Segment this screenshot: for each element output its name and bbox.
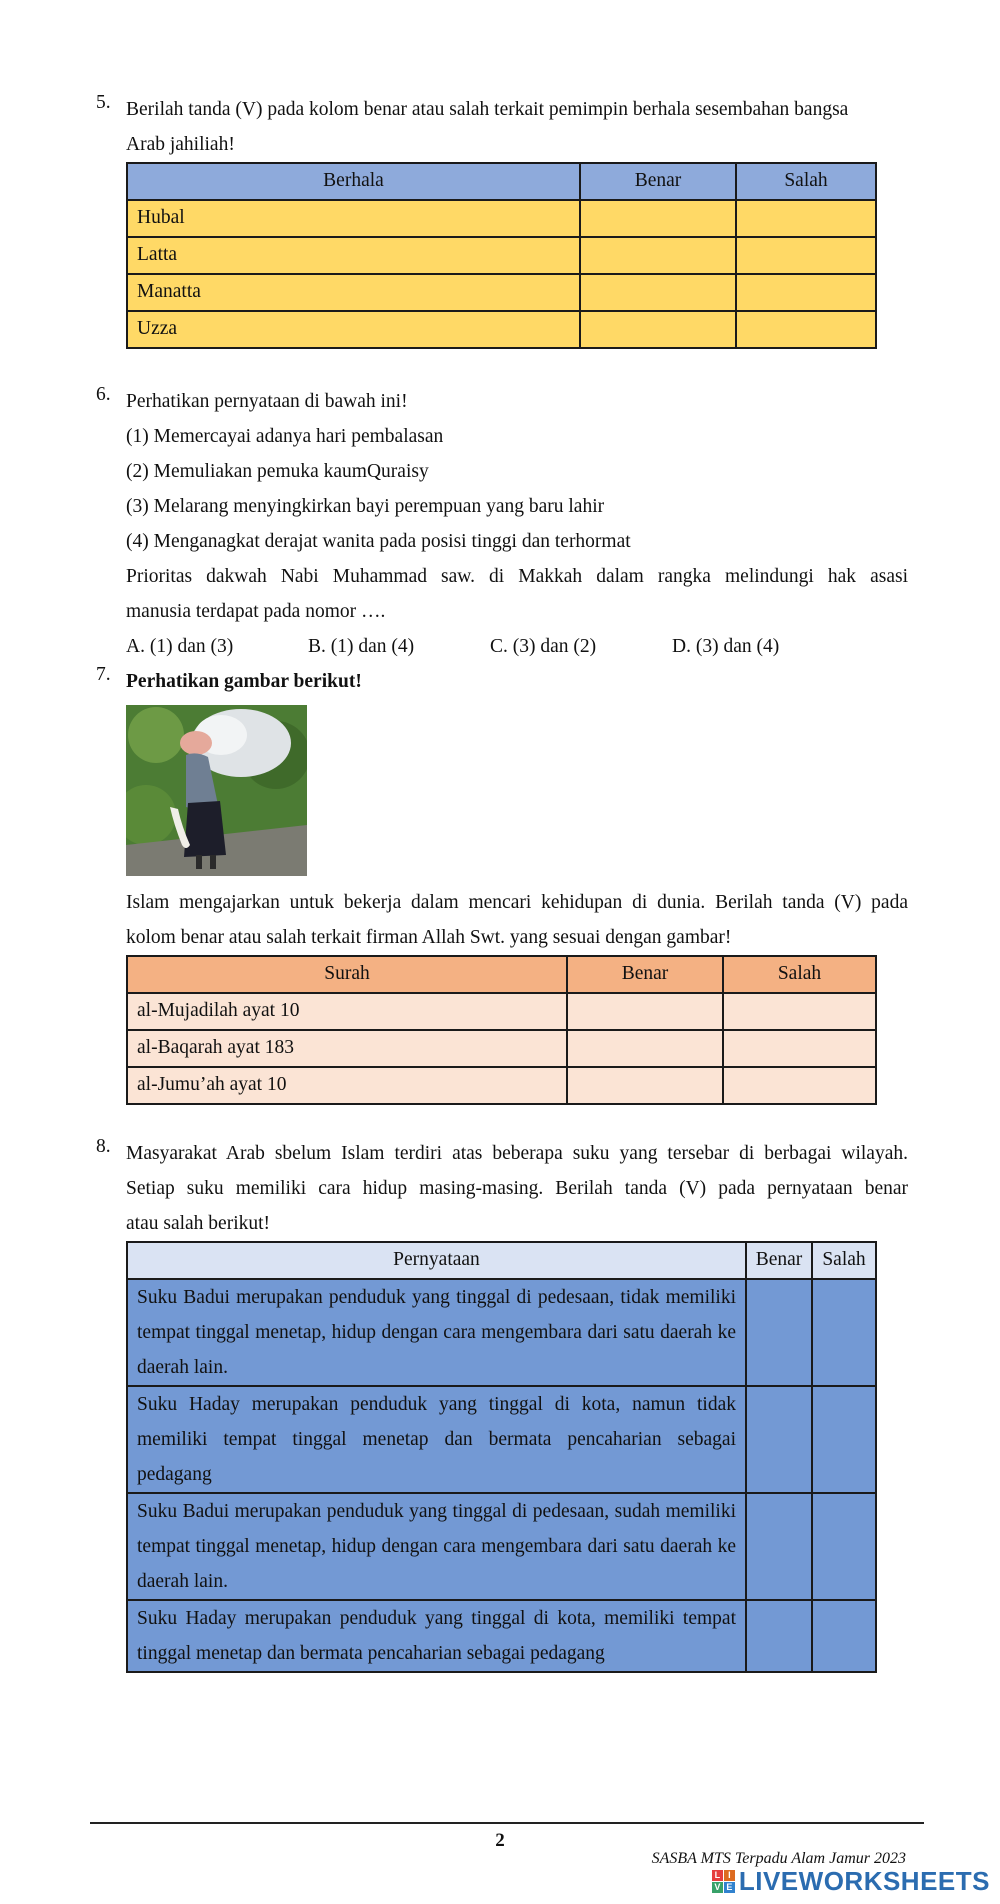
brand-name: LIVEWORKSHEETS xyxy=(738,1866,990,1896)
statement-cell: Suku Badui merupakan penduduk yang tinggal di pedesaan, sudah memiliki tempat tinggal menetap, hidup dengan cara mengembara dari satu daerah ke daerah lain. xyxy=(127,1493,746,1600)
berhala-table xyxy=(126,162,877,349)
table-row xyxy=(127,1600,876,1672)
row-label: Latta xyxy=(127,237,580,274)
statement-item: (3) Melarang menyingkirkan bayi perempuan yang baru lahir xyxy=(126,496,605,517)
header-surah: Surah xyxy=(127,956,567,993)
question-text: Berilah tanda (V) pada kolom benar atau salah terkait pemimpin berhala sesembahan bangsa xyxy=(126,99,849,120)
question-number: 8. xyxy=(96,1136,111,1157)
liveworksheets-logo[interactable] xyxy=(712,1866,990,1897)
benar-cell[interactable] xyxy=(567,1030,723,1067)
logo-letter: V xyxy=(712,1882,723,1893)
header-salah: Salah xyxy=(736,163,876,200)
header-salah: Salah xyxy=(812,1242,876,1279)
question-title: Perhatikan gambar berikut! xyxy=(126,671,362,692)
question-text: atau salah berikut! xyxy=(126,1213,271,1234)
logo-letter: E xyxy=(724,1882,735,1893)
table-row xyxy=(127,1030,876,1067)
table-row xyxy=(127,311,876,348)
header-berhala: Berhala xyxy=(127,163,580,200)
benar-cell[interactable] xyxy=(580,237,736,274)
question-text: Islam mengajarkan untuk bekerja dalam mencari kehidupan di dunia. Berilah tanda (V) pada xyxy=(126,892,908,913)
benar-cell[interactable] xyxy=(580,311,736,348)
header-pernyataan: Pernyataan xyxy=(127,1242,746,1279)
question-text: kolom benar atau salah terkait firman Allah Swt. yang sesuai dengan gambar! xyxy=(126,927,732,948)
surah-table xyxy=(126,955,877,1105)
header-benar: Benar xyxy=(746,1242,812,1279)
logo-letter: I xyxy=(724,1870,735,1881)
question-6 xyxy=(96,384,908,664)
salah-cell[interactable] xyxy=(736,311,876,348)
option-b[interactable]: B. (1) dan (4) xyxy=(308,636,415,657)
row-label: al-Jumu’ah ayat 10 xyxy=(127,1067,567,1104)
table-header-row xyxy=(127,1242,876,1279)
footer-credit: SASBA MTS Terpadu Alam Jamur 2023 xyxy=(651,1850,906,1867)
logo-letter: L xyxy=(712,1870,723,1881)
benar-cell[interactable] xyxy=(567,1067,723,1104)
table-row xyxy=(127,1493,876,1600)
question-5 xyxy=(96,92,908,349)
table-row xyxy=(127,1279,876,1386)
salah-cell[interactable] xyxy=(736,274,876,311)
benar-cell[interactable] xyxy=(580,200,736,237)
header-salah: Salah xyxy=(723,956,876,993)
statement-cell: Suku Badui merupakan penduduk yang tinggal di pedesaan, tidak memiliki tempat tinggal menetap, hidup dengan cara mengembara dari satu daerah ke daerah lain. xyxy=(127,1279,746,1386)
table-header-row xyxy=(127,163,876,200)
benar-cell[interactable] xyxy=(580,274,736,311)
option-c[interactable]: C. (3) dan (2) xyxy=(490,636,597,657)
benar-cell[interactable] xyxy=(746,1386,812,1493)
question-7 xyxy=(96,664,908,1105)
row-label: al-Baqarah ayat 183 xyxy=(127,1030,567,1067)
question-8 xyxy=(96,1136,908,1673)
table-header-row xyxy=(127,956,876,993)
answer-options xyxy=(126,629,908,664)
question-text: Prioritas dakwah Nabi Muhammad saw. di Makkah dalam rangka melindungi hak asasi xyxy=(126,566,908,587)
question-text: manusia terdapat pada nomor …. xyxy=(126,601,386,622)
benar-cell[interactable] xyxy=(746,1600,812,1672)
table-row xyxy=(127,1386,876,1493)
header-benar: Benar xyxy=(567,956,723,993)
salah-cell[interactable] xyxy=(736,200,876,237)
salah-cell[interactable] xyxy=(812,1600,876,1672)
question-number: 5. xyxy=(96,92,111,113)
salah-cell[interactable] xyxy=(812,1493,876,1600)
benar-cell[interactable] xyxy=(567,993,723,1030)
row-label: al-Mujadilah ayat 10 xyxy=(127,993,567,1030)
question-text: Masyarakat Arab sbelum Islam terdiri atas beberapa suku yang tersebar di berbagai wilayah. xyxy=(126,1143,908,1164)
salah-cell[interactable] xyxy=(736,237,876,274)
statement-item: (2) Memuliakan pemuka kaumQuraisy xyxy=(126,461,429,482)
benar-cell[interactable] xyxy=(746,1493,812,1600)
woman-carrying-load-photo xyxy=(126,705,307,876)
table-row xyxy=(127,200,876,237)
table-row xyxy=(127,1067,876,1104)
statement-item: (4) Menganagkat derajat wanita pada posisi tinggi dan terhormat xyxy=(126,531,631,552)
pernyataan-table xyxy=(126,1241,877,1673)
statement-cell: Suku Haday merupakan penduduk yang tinggal di kota, namun tidak memiliki tempat tinggal menetap dan bermata pencaharian sebagai pedagang xyxy=(127,1386,746,1493)
question-number: 7. xyxy=(96,664,111,685)
table-row xyxy=(127,993,876,1030)
option-a[interactable]: A. (1) dan (3) xyxy=(126,636,234,657)
statement-item: (1) Memercayai adanya hari pembalasan xyxy=(126,426,444,447)
salah-cell[interactable] xyxy=(723,1067,876,1104)
statement-cell: Suku Haday merupakan penduduk yang tinggal di kota, memiliki tempat tinggal menetap dan bermata pencaharian sebagai pedagang xyxy=(127,1600,746,1672)
row-label: Hubal xyxy=(127,200,580,237)
salah-cell[interactable] xyxy=(812,1386,876,1493)
page-number: 2 xyxy=(495,1830,505,1851)
table-row xyxy=(127,274,876,311)
question-number: 6. xyxy=(96,384,111,405)
question-intro: Perhatikan pernyataan di bawah ini! xyxy=(126,391,408,412)
option-d[interactable]: D. (3) dan (4) xyxy=(672,636,780,657)
table-row xyxy=(127,237,876,274)
row-label: Uzza xyxy=(127,311,580,348)
salah-cell[interactable] xyxy=(723,993,876,1030)
header-benar: Benar xyxy=(580,163,736,200)
question-text: Setiap suku memiliki cara hidup masing-masing. Berilah tanda (V) pada pernyataan benar xyxy=(126,1178,908,1199)
row-label: Manatta xyxy=(127,274,580,311)
photo-illustration xyxy=(126,705,307,876)
footer-divider xyxy=(90,1822,924,1824)
benar-cell[interactable] xyxy=(746,1279,812,1386)
salah-cell[interactable] xyxy=(812,1279,876,1386)
salah-cell[interactable] xyxy=(723,1030,876,1067)
logo-grid-icon xyxy=(712,1870,735,1893)
question-text: Arab jahiliah! xyxy=(126,134,235,155)
